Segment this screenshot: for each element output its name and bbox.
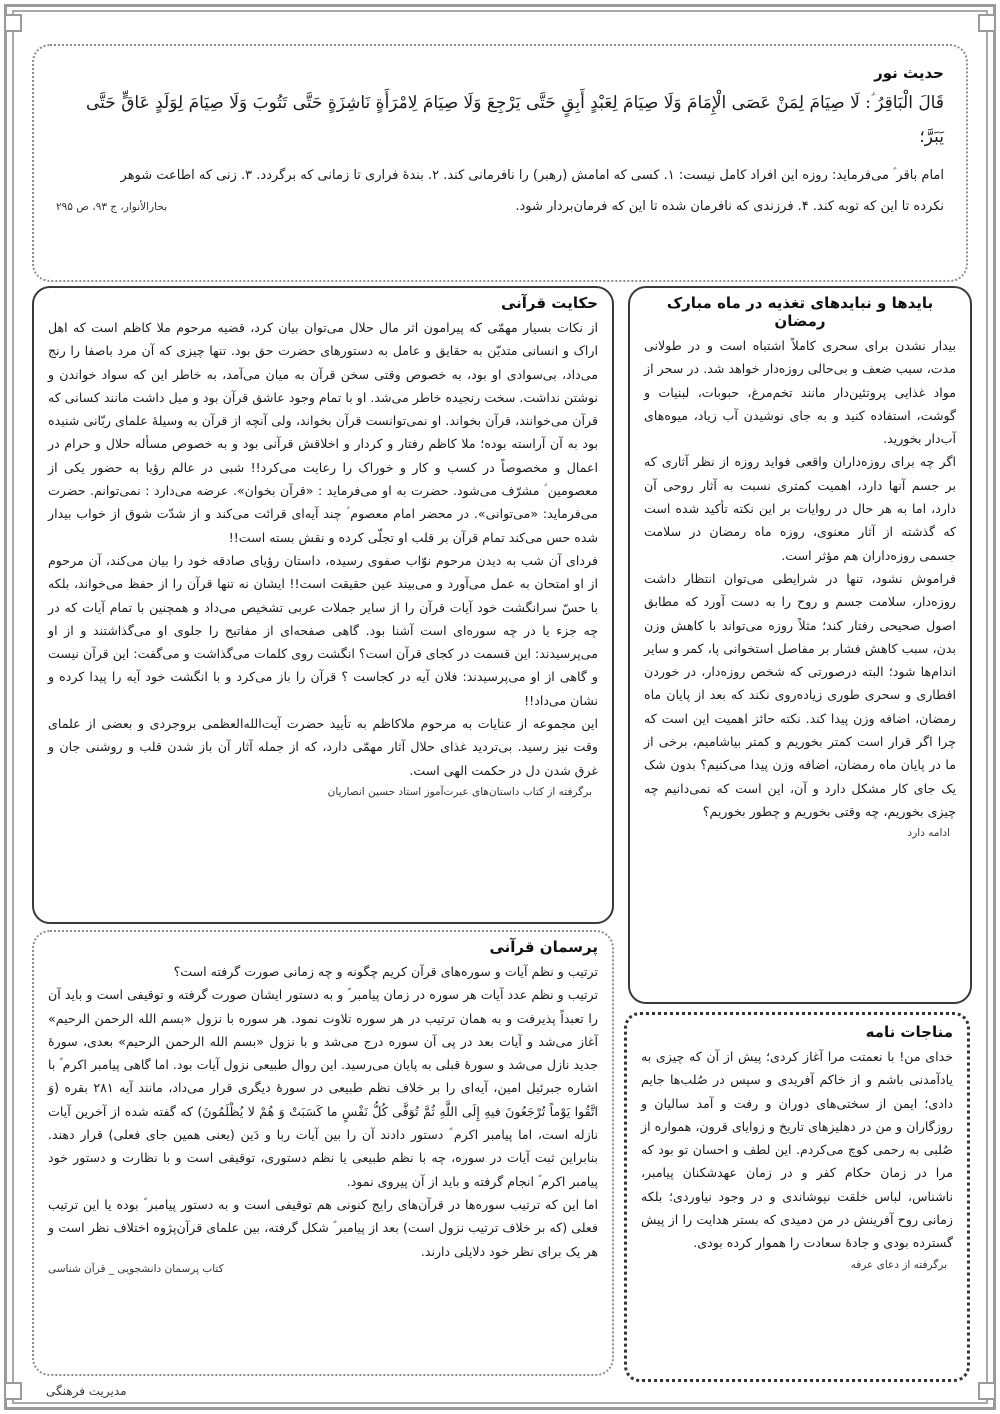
hadith-translation-row	[56, 191, 944, 222]
nutrition-paragraph: فراموش نشود، تنها در شرایطی می‌توان انتظار داشت روزه‌دار، سلامت جسم و روح را به دست آورد که مطابق اصول صحیحی رفتار کند؛ مثلاً روزه می‌تواند با کاهش وزن بدن، سبب کاهش فشار بر مفاصل استخوانی پا، کمر و سایر اندام‌ها شود؛ البته درصورتی که شخص روزه‌دار، در خوردن افطاری و سحری طوری زیاده‌روی نکند که بعد از پایان ماه رمضان، اضافه وزن پیدا کند. نکته حائز اهمیت این است که چرا اگر قرار است کمتر بخوریم و کمتر بیاشامیم، برخی از ما در پایان ماه رمضان، اضافه وزن پیدا می‌کنیم؟ بدون شک یک جای کار مشکل دارد و آن، این است که نمی‌دانیم چه چیزی بخوریم، چه وقتی بخوریم و چطور بخوریم؟	[644, 570, 956, 819]
answer-paragraph: ترتیب و نظم عدد آیات هر سوره در زمان پیامبر ؐ و به دستور ایشان صورت گرفته و توقیفی است و باید آن را تعبداً پذیرفت و به همان ترتیب در هر سوره تلاوت نمود. هر سوره با نزول «بسم الله الرحمن الرحیم» آغاز می‌شد و آیات بعد در پی آن سوره درج می‌شد و با نزول «بسم الله الرحمن الرحیم» بعدی، سورهٔ جدید نازل می‌شد و سورهٔ قبلی به پایان می‌رسید. این روال طبیعی نزول آیات بود. اما گاهی پیامبر اکرم ؐ با اشاره جبرئیل امین، آیه‌ای را بر خلاف نظم طبیعی در سورهٔ دیگری قرار می‌داد، مانند آیه ۲۸۱ بقره (وَ اتَّقُوا يَوْماً تُرْجَعُونَ فيهِ إِلَى اللَّهِ ثُمَّ تُوَفَّى كُلُّ نَفْسٍ ما كَسَبَتْ وَ هُمْ لا يُظْلَمُونَ) که گفته شده از آخرین آیات نازله است، اما پیامبر اکرم ؐ دستور دادند آن را بین آیات ربا و دَین (یعنی همین جای فعلی) قرار دهند. بنابراین ثبت آیات در سوره، چه با نظم طبیعی یا نظم دستوری، توقیفی است و با نظارت و دستور خود پیامبر اکرم ؐ انجام گرفته و باید از آن پیروی نمود.	[48, 987, 598, 1189]
frame-corner-ornament	[978, 1382, 996, 1400]
answer-last-paragraph: اما این که ترتیب سوره‌ها در قرآن‌های رایج کنونی هم توقیفی است و به دستور پیامبر ؐ بوده یا این ترتیب فعلی (که بر خلاف ترتیب نزول است) بعد از پیامبر ؐ شکل گرفته، بین علمای قرآن‌پژوه اختلاف نظر است و هر یک برای نظر خود دلایلی دارند.	[48, 1196, 598, 1259]
quranic-questions-section	[32, 930, 614, 1376]
prayer-source: برگرفته از دعای عرفه	[850, 1258, 947, 1271]
frame-corner-ornament	[978, 14, 996, 32]
hadith-title: حدیث نور	[874, 64, 944, 82]
story-source: برگرفته از کتاب داستان‌های عبرت‌آموز استاد حسین انصاریان	[327, 785, 592, 798]
story-title: حکایت قرآنی	[500, 294, 598, 312]
story-paragraph: از نکات بسیار مهمّی که پیرامون اثر مال حلال می‌توان بیان کرد، قضیه مرحوم ملا کاظم است که اهل اراک و انسانی متدیّن به حقایق و عامل به دستورهای حضرت حق بود. تنها چیزی که آن مرد باصفا را رنج می‌داد، بی‌سوادی او بود، به خصوص وقتی سخن قرآن به میان می‌آمد، به خاطر این که سواد خواندن و نوشتن نداشت. سخت رنجیده خاطر می‌شد. او با تمام وجود عاشق قرآن بود و میل داشت مانند کسانی که قرآن می‌خوانند، قرآن بخواند. او نمی‌توانست قرآن بخواند، ولی آنچه از قرآن به وسیلهٔ علمای ربّانی شنیده بود به آن آراسته بوده؛ ملا کاظم رفتار و کردار و اخلاقش قرآنی بود و به خصوص مسأله حلال و حرام در اعمال و مخصوصاً در کسب و کار و خوراک را رعایت می‌کرد!! شبی در عالم رؤیا به حضور یکی از معصومین ؑ مشرّف می‌شود. حضرت به او می‌فرماید : «قرآن بخوان». عرضه می‌دارد : نمی‌توانم. حضرت می‌فرماید: «می‌توانی». در محضر امام معصوم ؑ چند آیه‌ای قرائت می‌کند و از شدّت شوق از خواب بیدار شده حس می‌کند تمام قرآن بر قلب او تجلّی کرده و نقش بسته است!!	[48, 320, 598, 545]
questions-source-row	[48, 1263, 598, 1275]
hadith-source: بحارالأنوار، ج ۹۳، ص ۲۹۵	[56, 201, 168, 213]
prayer-title: مناجات نامه	[865, 1023, 953, 1041]
nutrition-title: بایدها و نبایدهای تغذیه در ماه مبارک رمضان	[666, 294, 934, 330]
prayer-text: خدای من! با نعمتت مرا آغاز کردی؛ پیش از آن که چیزی به یادآمدنی باشم و از خاکم آفریدی و سپس در صُلب‌ها جایم دادی؛ ایمن از سختی‌های دوران و رفت و آمد سالیان و روزگاران و من در دهلیزهای تاریخ و زوایای قرون، همواره از صُلبی به رحمی کوچ می‌کردم. این لطف و احسان تو بود که مرا در زمان حکام کفر و در زمان عهدشکنان پیامبر، ناشناس، لباس خلقت نپوشاندی و در وجود نیاوردی؛ بلکه زمانی روح آفرینش در من دمیدی که بستر هدایت را از پیش گسترده بودی و جادهٔ سعادت را هموار کرده بودی.	[641, 1049, 953, 1251]
hadith-section	[32, 44, 968, 282]
story-paragraph: این مجموعه از عنایات به مرحوم ملاکاظم به تأیید حضرت آیت‌الله‌العظمی بروجردی و بعضی از علمای وقت نیز رسید. بی‌تردید غذای حلال آثار مهمّی دارد، که از جمله آثار آن باز شدن قلب و روشنی جان و غرق شدن دل در حکمت الهی است.	[48, 716, 598, 778]
nutrition-paragraph: بیدار نشدن برای سحری کاملاً اشتباه است و در طولانی مدت، سبب ضعف و بی‌حالی روزه‌دار خواهد شد. در سحر از مواد غذایی پروتئین‌دار مانند تخم‌مرغ، حبوبات، لبنیات و گوشت، استفاده کنید و به جای نوشیدن آب زیاد، میوه‌های آب‌دار بخورید.	[644, 338, 956, 447]
story-paragraph: فردای آن شب به دیدن مرحوم نوّاب صفوی رسیده، داستان رؤیای صادقه خود را بیان می‌کند، آن مرحوم از او امتحان به عمل می‌آورد و می‌بیند عین حقیقت است!! ایشان نه تنها قرآن را از حفظ می‌خواند، بلکه با حسّ سرانگشت خود آیات قرآن را از سایر جملات عربی تشخیص می‌داد و همچنین با تمام آیات که در چه جزء یا در چه سوره‌ای است آشنا بود. گاهی صفحه‌ای از مفاتیح را جلوی او می‌گذاشتند و از او می‌پرسیدند: این قسمت در کجای قرآن است؟ انگشت روی کلمات می‌گذاشت و می‌گفت: این قرآن نیست و گاهی از او می‌پرسیدند: فلان آیه در کجاست ؟ قرآن را باز می‌کرد و با انگشت خود آیه را پیدا کرده و نشان می‌داد!!	[48, 552, 598, 708]
questions-title: پرسمان قرآنی	[489, 938, 598, 956]
ramadan-nutrition-section	[628, 286, 972, 1004]
to-be-continued-label: ادامه دارد	[907, 827, 950, 840]
frame-corner-ornament	[4, 14, 22, 32]
hadith-translation-line1: امام باقر ؑ می‌فرماید: روزه این افراد کامل نیست: ۱. کسی که امامش (رهبر) را نافرمانی کند. ۲. بندهٔ فراری تا زمانی که برگردد. ۳. زنی که اطاعت شوهر	[120, 168, 944, 183]
hadith-arabic-text: قَالَ الْبَاقِرُ ؑ: لَا صِيَامَ لِمَنْ عَصَى الْإِمَامَ وَلَا صِيَامَ لِعَبْدٍ أَبِقٍ حَتَّى يَرْجِعَ وَلَا صِيَامَ لِامْرَأَةٍ نَاشِزَةٍ حَتَّى تَتُوبَ وَلَا صِيَامَ لِوَلَدٍ عَاقٍّ حَتَّى يَبَرَّ؛	[85, 93, 944, 147]
hadith-translation-line2: نکرده تا این که توبه کند. ۴. فرزندی که نافرمان شده تا این که فرمان‌بردار شود.	[515, 199, 944, 214]
questions-source: کتاب پرسمان دانشجویی _ قرآن شناسی	[48, 1262, 224, 1275]
quranic-story-section	[32, 286, 614, 924]
question-text: ترتیب و نظم آیات و سوره‌های قرآن کریم چگونه و چه زمانی صورت گرفته است؟	[173, 964, 598, 979]
munajat-section	[624, 1012, 970, 1382]
footer-label: مدیریت فرهنگی	[46, 1384, 127, 1398]
nutrition-paragraph: اگر چه برای روزه‌داران واقعی فواید روزه از نظر آثاری که بر جسم آنها دارد، اهمیت کمتری نسبت به آثار روحی آن دارد، اما به هر حال در روایات بر این نکته تأکید شده است که گذشته از آثار معنوی، روزه ماه رمضان در سلامت جسمی روزه‌داران هم مؤثر است.	[644, 454, 956, 563]
frame-corner-ornament	[4, 1382, 22, 1400]
